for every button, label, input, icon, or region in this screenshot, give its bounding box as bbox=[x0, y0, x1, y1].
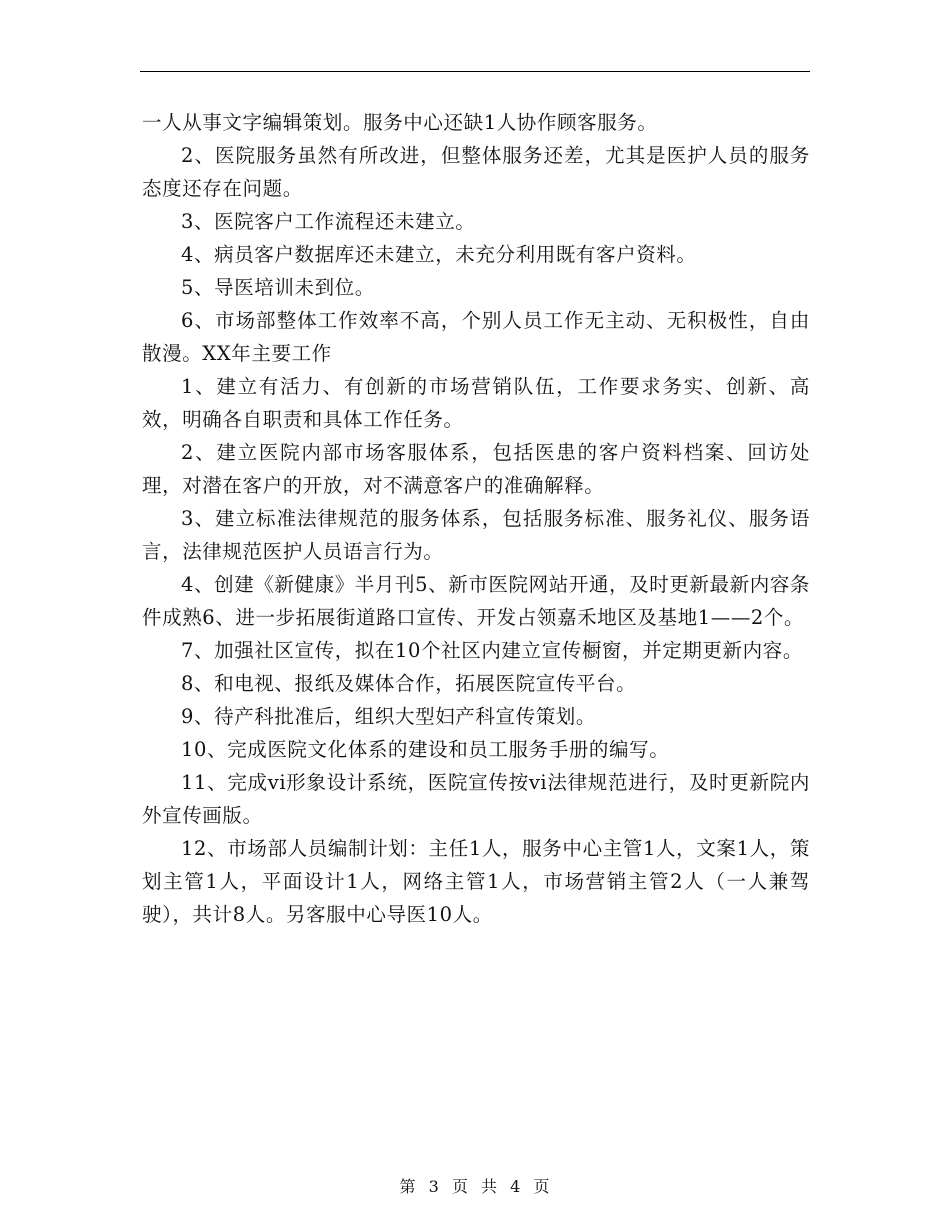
page-footer bbox=[0, 1176, 950, 1198]
paragraph: 2、医院服务虽然有所改进，但整体服务还差，尤其是医护人员的服务态度还存在问题。 bbox=[142, 144, 810, 200]
paragraph: 6、市场部整体工作效率不高，个别人员工作无主动、无积极性，自由散漫。XX年主要工作 bbox=[142, 309, 810, 365]
paragraph: 4、病员客户数据库还未建立，未充分利用既有客户资料。 bbox=[181, 243, 697, 266]
total-page-number: 4 bbox=[510, 1177, 522, 1196]
paragraph: 9、待产科批准后，组织大型妇产科宣传策划。 bbox=[181, 705, 597, 728]
paragraph: 3、医院客户工作流程还未建立。 bbox=[181, 210, 476, 233]
footer-total-word: 共 bbox=[481, 1177, 499, 1196]
current-page-number: 3 bbox=[428, 1177, 440, 1196]
paragraph: 7、加强社区宣传，拟在10个社区内建立宣传橱窗，并定期更新内容。 bbox=[181, 639, 803, 662]
paragraph: 8、和电视、报纸及媒体合作，拓展医院宣传平台。 bbox=[181, 672, 637, 695]
paragraph: 5、导医培训未到位。 bbox=[181, 276, 375, 299]
paragraph: 10、完成医院文化体系的建设和员工服务手册的编写。 bbox=[181, 738, 670, 761]
document-body bbox=[142, 106, 810, 931]
paragraph: 11、完成vi形象设计系统，医院宣传按vi法律规范进行，及时更新院内外宣传画版。 bbox=[142, 771, 810, 827]
paragraph: 4、创建《新健康》半月刊5、新市医院网站开通，及时更新最新内容条件成熟6、进一步拓展街道路口宣传、开发占领嘉禾地区及基地1——2个。 bbox=[142, 573, 811, 629]
paragraph: 一人从事文字编辑策划。服务中心还缺1人协作顾客服务。 bbox=[142, 111, 658, 134]
paragraph: 3、建立标准法律规范的服务体系，包括服务标准、服务礼仪、服务语言，法律规范医护人员语言行为。 bbox=[142, 507, 810, 563]
paragraph: 1、建立有活力、有创新的市场营销队伍，工作要求务实、创新、高效，明确各自职责和具体工作任务。 bbox=[142, 375, 810, 431]
footer-page-word: 页 bbox=[451, 1177, 469, 1196]
paragraph: 2、建立医院内部市场客服体系，包括医患的客户资料档案、回访处理，对潜在客户的开放，对不满意客户的准确解释。 bbox=[142, 441, 810, 497]
footer-prefix: 第 bbox=[399, 1177, 417, 1196]
header-rule bbox=[140, 71, 810, 72]
footer-suffix: 页 bbox=[533, 1177, 551, 1196]
paragraph: 12、市场部人员编制计划：主任1人，服务中心主管1人，文案1人，策划主管1人，平面设计1人，网络主管1人，市场营销主管2人（一人兼驾驶），共计8人。另客服中心导医10人。 bbox=[142, 837, 810, 926]
